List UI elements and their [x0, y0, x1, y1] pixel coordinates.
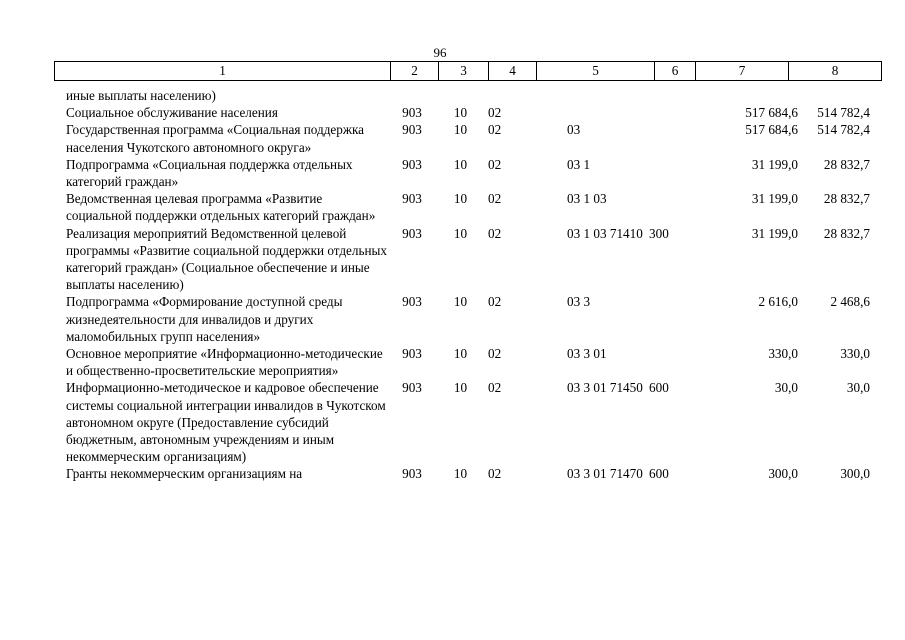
- row-target-article: 03 1 03 71410: [567, 225, 643, 241]
- row-amount-2: 28 832,7: [823, 156, 870, 172]
- table-row: [54, 87, 874, 104]
- header-col-5: 5: [537, 62, 655, 81]
- row-name: Гранты некоммерческим организациям на: [66, 466, 303, 482]
- row-amount-2: 514 782,4: [817, 105, 870, 121]
- row-target-article: 03 3 01: [567, 346, 607, 362]
- row-name: Реализация мероприятий Ведомственной целевой программы «Развитие социальной поддержки отдельных категорий граждан» (Социальное обеспечение и иные выплаты населению): [66, 225, 388, 293]
- header-col-1: 1: [55, 62, 391, 81]
- row-subsection: 02: [488, 156, 502, 172]
- table-body: [54, 87, 874, 483]
- row-section: 10: [453, 156, 468, 172]
- row-name: Ведомственная целевая программа «Развитие социальной поддержки отдельных категорий граждан»: [66, 191, 376, 224]
- row-target-article: 03 1: [567, 156, 591, 172]
- row-amount-2: 330,0: [840, 346, 870, 362]
- row-target-article: [532, 87, 649, 104]
- row-subsection: 02: [488, 346, 502, 362]
- row-expense-type: [649, 156, 674, 190]
- row-section: 10: [453, 294, 468, 310]
- row-target-article: [532, 104, 649, 121]
- row-name: Подпрограмма «Формирование доступной среды жизнедеятельности для инвалидов и других маломобильных групп населения»: [66, 294, 343, 344]
- table-row: [54, 345, 874, 379]
- header-col-8: 8: [789, 62, 882, 81]
- row-expense-type: 600: [649, 380, 669, 396]
- row-target-article: 03 1 03: [567, 191, 607, 207]
- table-row: [54, 121, 874, 155]
- header-col-6: 6: [655, 62, 696, 81]
- header-col-4: 4: [489, 62, 537, 81]
- row-section: 10: [453, 225, 468, 241]
- table-row: [54, 156, 874, 190]
- row-name: Социальное обслуживание населения: [66, 105, 278, 121]
- row-subsection: 02: [488, 122, 502, 138]
- row-section: 10: [453, 466, 468, 482]
- row-amount-2: 28 832,7: [823, 225, 870, 241]
- row-expense-type: [649, 104, 674, 121]
- row-ministry: [388, 87, 436, 104]
- row-amount-2: 300,0: [840, 466, 870, 482]
- row-amount-2: [800, 87, 874, 104]
- page-number: 96: [433, 45, 447, 60]
- row-amount-2: 514 782,4: [817, 122, 870, 138]
- row-name: Информационно-методическое и кадровое обеспечение системы социальной интеграции инвалидов в Чукотском автономном округе (Предоставление субсидий бюджетным, автономным учреждениям и иным некоммерческим организациям): [66, 380, 386, 465]
- row-amount-2: 28 832,7: [823, 191, 870, 207]
- row-amount-2: 30,0: [846, 380, 870, 396]
- row-ministry: 903: [402, 380, 422, 396]
- header-col-7: 7: [696, 62, 789, 81]
- row-subsection: 02: [488, 466, 502, 482]
- header-col-2: 2: [391, 62, 439, 81]
- row-section: 10: [453, 105, 468, 121]
- row-target-article: 03 3 01 71470: [567, 466, 643, 482]
- row-name: Подпрограмма «Социальная поддержка отдельных категорий граждан»: [66, 156, 353, 190]
- table-row: [54, 465, 874, 482]
- table-row: [54, 104, 874, 121]
- row-expense-type: [649, 190, 674, 224]
- row-subsection: 02: [488, 105, 502, 121]
- row-name: Государственная программа «Социальная поддержка населения Чукотского автономного округа»: [66, 122, 365, 155]
- row-expense-type: [649, 293, 674, 345]
- row-subsection: 02: [488, 191, 502, 207]
- row-target-article: 03 3 01 71450: [567, 380, 643, 396]
- row-amount-1: 31 199,0: [751, 191, 798, 207]
- row-expense-type: [649, 87, 674, 104]
- row-section: [436, 87, 485, 104]
- table-header: [54, 61, 882, 81]
- row-expense-type: [649, 345, 674, 379]
- row-amount-1: 517 684,6: [745, 122, 798, 138]
- row-ministry: 903: [402, 346, 422, 362]
- header-col-3: 3: [439, 62, 489, 81]
- row-target-article: 03 3: [567, 294, 591, 310]
- row-amount-1: 300,0: [768, 466, 798, 482]
- table-row: [54, 190, 874, 224]
- row-amount-1: 31 199,0: [751, 156, 798, 172]
- row-amount-2: 2 468,6: [830, 294, 870, 310]
- row-amount-1: 517 684,6: [745, 105, 798, 121]
- row-ministry: 903: [402, 225, 422, 241]
- table-row: [54, 379, 874, 465]
- row-ministry: 903: [402, 122, 422, 138]
- row-subsection: 02: [488, 225, 502, 241]
- row-section: 10: [453, 380, 468, 396]
- row-expense-type: [649, 121, 674, 155]
- row-ministry: 903: [402, 105, 422, 121]
- table-row: [54, 225, 874, 294]
- table-row: [54, 293, 874, 345]
- row-name: иные выплаты населению): [66, 88, 216, 103]
- row-ministry: 903: [402, 156, 422, 172]
- row-ministry: 903: [402, 294, 422, 310]
- row-section: 10: [453, 122, 468, 138]
- row-expense-type: 300: [649, 225, 669, 241]
- row-amount-1: 2 616,0: [758, 294, 798, 310]
- row-amount-1: 31 199,0: [751, 225, 798, 241]
- row-target-article: 03: [567, 122, 581, 138]
- row-amount-1: 330,0: [768, 346, 798, 362]
- row-amount-1: [674, 87, 800, 104]
- row-name: Основное мероприятие «Информационно-методические и общественно-просветительские мероприятия»: [66, 346, 383, 379]
- row-subsection: 02: [488, 380, 502, 396]
- row-section: 10: [453, 191, 468, 207]
- row-amount-1: 30,0: [774, 380, 798, 396]
- row-ministry: 903: [402, 466, 422, 482]
- row-section: 10: [453, 346, 468, 362]
- row-ministry: 903: [402, 191, 422, 207]
- row-expense-type: 600: [649, 466, 669, 482]
- row-subsection: 02: [488, 294, 502, 310]
- row-subsection: [485, 87, 532, 104]
